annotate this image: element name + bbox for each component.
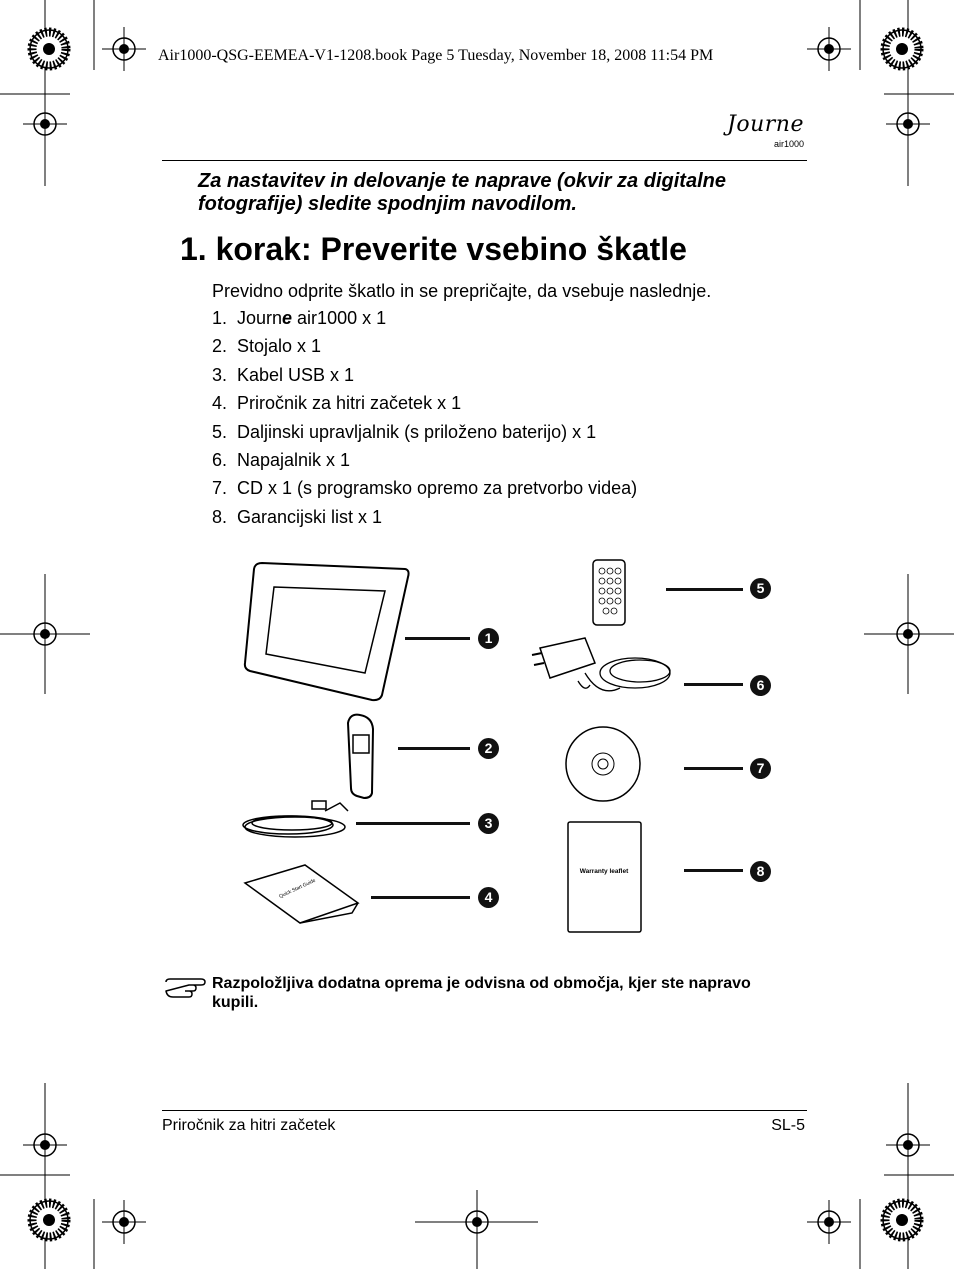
callout-line bbox=[684, 767, 743, 770]
callout-line bbox=[371, 896, 470, 899]
callout-badge: 5 bbox=[750, 578, 771, 599]
intro-text: Za nastavitev in delovanje te naprave (okvir za digitalne fotografije) sledite spodnjim navodilom. bbox=[198, 170, 726, 215]
warranty-leaflet-label: Warranty leaflet bbox=[579, 868, 629, 875]
callout-line bbox=[356, 822, 470, 825]
section-title: 1. korak: Preverite vsebino škatle bbox=[180, 231, 687, 267]
photo-frame-illustration bbox=[245, 563, 409, 700]
lead-text: Previdno odprite škatlo in se prepričajte, da vsebuje naslednje. bbox=[212, 281, 712, 301]
quick-guide-illustration bbox=[245, 865, 358, 923]
callout-line bbox=[684, 869, 743, 872]
list-item: 1. Journe air1000 x 1 bbox=[212, 308, 387, 328]
pointing-hand-icon bbox=[163, 974, 207, 1000]
list-item: 3. Kabel USB x 1 bbox=[212, 364, 355, 385]
print-slug: Air1000-QSG-EEMEA-V1-1208.book Page 5 Tuesday, November 18, 2008 11:54 PM bbox=[158, 47, 714, 64]
callout-badge: 2 bbox=[478, 738, 499, 759]
callout-line bbox=[684, 683, 743, 686]
package-contents-illustration bbox=[240, 553, 775, 938]
list-item: 5. Daljinski upravljalnik (s priloženo baterijo) x 1 bbox=[212, 421, 597, 442]
adapter-illustration bbox=[532, 638, 670, 691]
cd-illustration bbox=[566, 727, 640, 801]
callout-line bbox=[666, 588, 743, 591]
footer-rule bbox=[162, 1110, 807, 1111]
usb-cable-illustration bbox=[243, 801, 348, 837]
warranty-leaflet-illustration bbox=[568, 822, 641, 932]
quick-guide-label: Quick Start Guide bbox=[278, 877, 317, 900]
header-rule bbox=[162, 160, 807, 161]
callout-badge: 7 bbox=[750, 758, 771, 779]
callout-badge: 6 bbox=[750, 675, 771, 696]
list-item: 4. Priročnik za hitri začetek x 1 bbox=[212, 393, 462, 414]
callout-badge: 3 bbox=[478, 813, 499, 834]
callout-badge: 1 bbox=[478, 628, 499, 649]
callout-badge: 4 bbox=[478, 887, 499, 908]
list-item: 8. Garancijski list x 1 bbox=[212, 506, 383, 527]
callout-line bbox=[405, 637, 470, 640]
callout-badge: 8 bbox=[750, 861, 771, 882]
footer-title: Priročnik za hitri začetek bbox=[162, 1117, 336, 1134]
remote-illustration bbox=[593, 560, 625, 625]
brand-logo bbox=[727, 112, 804, 149]
brand-model: air1000 bbox=[773, 139, 804, 149]
callout-line bbox=[398, 747, 470, 750]
list-item: 2. Stojalo x 1 bbox=[212, 336, 322, 357]
brand-script: Journe bbox=[727, 112, 804, 137]
page-number: SL-5 bbox=[771, 1117, 805, 1134]
note-text: Razpoložljiva dodatna oprema je odvisna od območja, kjer ste napravo kupili. bbox=[212, 975, 751, 1011]
list-item: 7. CD x 1 (s programsko opremo za pretvorbo videa) bbox=[212, 478, 638, 499]
contents-list bbox=[212, 308, 637, 535]
list-item: 6. Napajalnik x 1 bbox=[212, 449, 351, 470]
stand-illustration bbox=[348, 715, 373, 798]
